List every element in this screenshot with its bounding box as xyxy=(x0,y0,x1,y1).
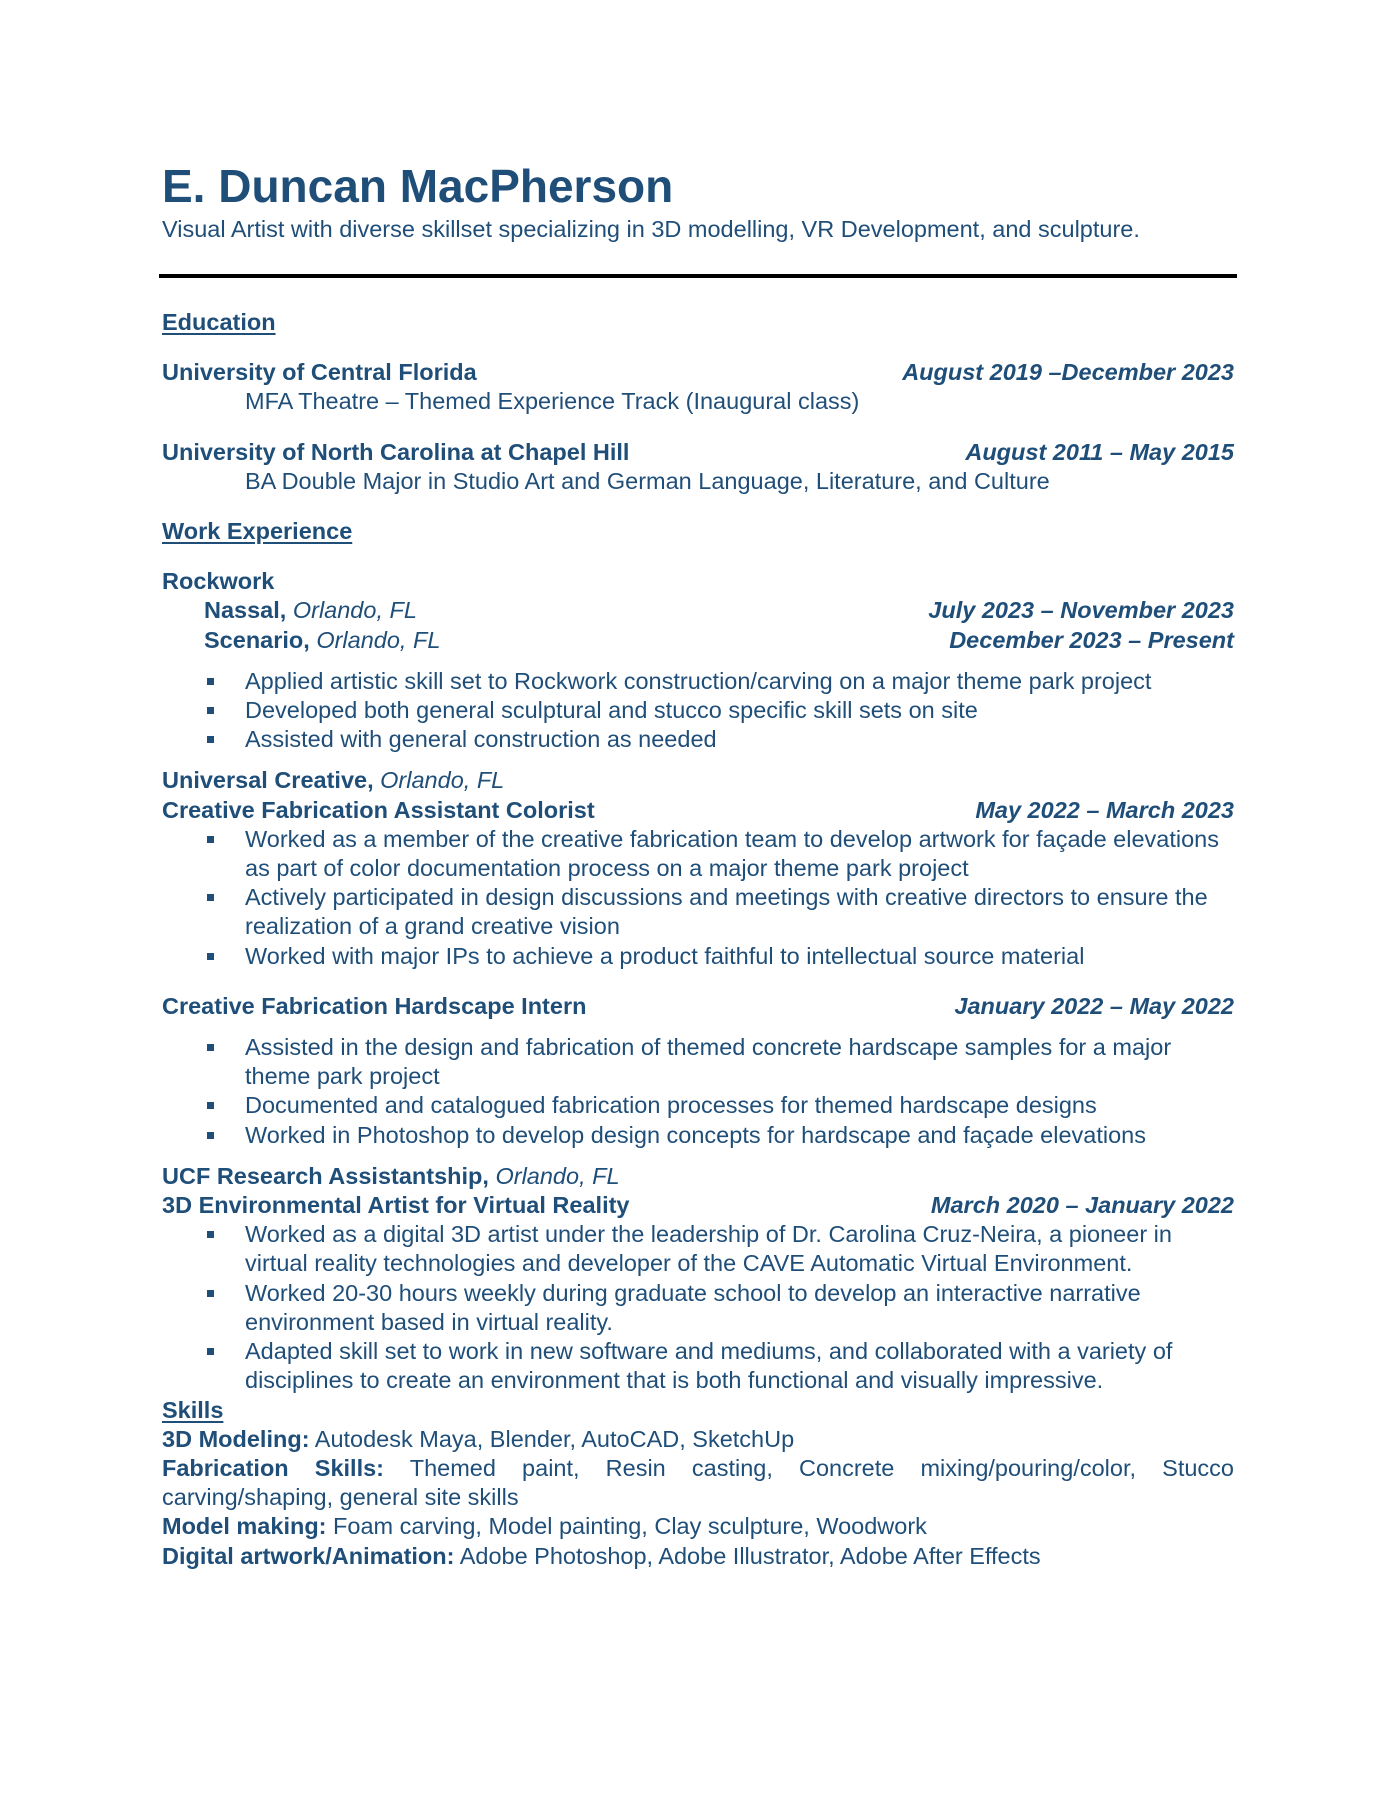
resume-body xyxy=(162,308,1234,1571)
skill-line xyxy=(162,1512,1234,1541)
role-row xyxy=(162,992,1234,1021)
role-row xyxy=(162,1191,1234,1220)
list-item: Documented and catalogued fabrication processes for themed hardscape designs xyxy=(162,1091,1234,1120)
list-item: Worked in Photoshop to develop design concepts for hardscape and façade elevations xyxy=(162,1121,1234,1150)
resume-page xyxy=(162,160,1234,1569)
list-item: Worked as a member of the creative fabrication team to develop artwork for façade elevations as part of color documentation process on a major theme park project xyxy=(162,825,1234,883)
skill-value: Adobe Photoshop, Adobe Illustrator, Adobe After Effects xyxy=(454,1542,1041,1569)
employer-location: Orlando, FL xyxy=(316,626,441,653)
rockwork-bullets xyxy=(162,667,1234,755)
role-row xyxy=(162,796,1234,825)
skill-label: Fabrication Skills: xyxy=(162,1454,385,1481)
employment-dates: July 2023 – November 2023 xyxy=(928,597,1234,624)
list-item: Worked as a digital 3D artist under the leadership of Dr. Carolina Cruz-Neira, a pioneer in virtual reality technologies and developer of the CAVE Automatic Virtual Environment. xyxy=(162,1220,1234,1278)
list-item: Worked 20-30 hours weekly during graduate school to develop an interactive narrative environment based in virtual reality. xyxy=(162,1279,1234,1337)
hardscape-bullets xyxy=(162,1033,1234,1150)
bullet-square-icon xyxy=(207,1231,214,1238)
degree: MFA Theatre – Themed Experience Track (Inaugural class) xyxy=(245,388,860,415)
role-title: 3D Environmental Artist for Virtual Reality xyxy=(162,1192,630,1219)
skill-line xyxy=(162,1454,1234,1512)
skill-value: Foam carving, Model painting, Clay sculpture, Woodwork xyxy=(326,1513,927,1540)
education-entry xyxy=(162,438,1234,467)
list-item: Actively participated in design discussions and meetings with creative directors to ensure the realization of a grand creative vision xyxy=(162,883,1234,941)
employer-name: Nassal, xyxy=(204,597,287,624)
employment-dates: January 2022 – May 2022 xyxy=(954,992,1234,1019)
employer-location: Orlando, FL xyxy=(292,597,417,624)
employer-location: Orlando, FL xyxy=(380,767,505,794)
list-item: Worked with major IPs to achieve a product faithful to intellectual source material xyxy=(162,942,1234,971)
skill-value: Autodesk Maya, Blender, AutoCAD, SketchUp xyxy=(309,1425,795,1452)
employer-location: Orlando, FL xyxy=(495,1162,620,1189)
employer-row xyxy=(162,596,1234,625)
bullet-square-icon xyxy=(207,1102,214,1109)
list-item: Assisted in the design and fabrication of themed concrete hardscape samples for a major theme park project xyxy=(162,1033,1234,1091)
bullet-square-icon xyxy=(207,1044,214,1051)
work-heading: Work Experience xyxy=(162,518,353,545)
skills-heading: Skills xyxy=(162,1396,224,1423)
role-title: Creative Fabrication Assistant Colorist xyxy=(162,796,595,823)
skill-line xyxy=(162,1542,1234,1571)
list-item: Applied artistic skill set to Rockwork construction/carving on a major theme park project xyxy=(162,667,1234,696)
employment-dates: March 2020 – January 2022 xyxy=(930,1192,1234,1219)
bullet-square-icon xyxy=(207,678,214,685)
bullet-square-icon xyxy=(207,953,214,960)
employer-name: Universal Creative, xyxy=(162,767,374,794)
education-dates: August 2019 –December 2023 xyxy=(902,359,1234,386)
bullet-square-icon xyxy=(207,1348,214,1355)
resume-name: E. Duncan MacPherson xyxy=(162,160,674,212)
employer-name: Scenario, xyxy=(204,626,310,653)
education-dates: August 2011 – May 2015 xyxy=(965,438,1234,465)
bullet-square-icon xyxy=(207,894,214,901)
school-name: University of North Carolina at Chapel Hill xyxy=(162,438,630,465)
bullet-square-icon xyxy=(207,1290,214,1297)
bullet-square-icon xyxy=(207,707,214,714)
education-heading: Education xyxy=(162,309,276,335)
header-divider xyxy=(159,274,1237,278)
list-item: Assisted with general construction as needed xyxy=(162,725,1234,754)
skill-value: Themed paint, Resin casting, Concrete mixing/pouring/color, Stucco carving/shaping, general site skills xyxy=(162,1454,1234,1511)
degree: BA Double Major in Studio Art and German Language, Literature, and Culture xyxy=(245,467,1050,494)
employer-row xyxy=(162,626,1234,655)
school-name: University of Central Florida xyxy=(162,359,477,386)
list-item: Adapted skill set to work in new software and mediums, and collaborated with a variety of disciplines to create an environment that is both functional and visually impressive. xyxy=(162,1337,1234,1395)
skill-label: 3D Modeling: xyxy=(162,1425,310,1452)
bullet-square-icon xyxy=(207,836,214,843)
bullet-square-icon xyxy=(207,1132,214,1139)
list-item: Developed both general sculptural and stucco specific skill sets on site xyxy=(162,696,1234,725)
bullet-square-icon xyxy=(207,736,214,743)
ucf-bullets xyxy=(162,1220,1234,1395)
employment-dates: December 2023 – Present xyxy=(949,626,1234,653)
rockwork-title: Rockwork xyxy=(162,568,275,595)
skill-line xyxy=(162,1425,1234,1454)
role-title: Creative Fabrication Hardscape Intern xyxy=(162,992,587,1019)
skill-label: Digital artwork/Animation: xyxy=(162,1542,455,1569)
education-entry xyxy=(162,358,1234,387)
ucf-employer xyxy=(162,1162,1234,1191)
resume-tagline: Visual Artist with diverse skillset specializing in 3D modelling, VR Development, and sculpture. xyxy=(162,216,1140,242)
colorist-bullets xyxy=(162,825,1234,971)
employer-name: UCF Research Assistantship, xyxy=(162,1162,489,1189)
employment-dates: May 2022 – March 2023 xyxy=(975,796,1234,823)
skill-label: Model making: xyxy=(162,1513,327,1540)
universal-employer xyxy=(162,766,1234,795)
